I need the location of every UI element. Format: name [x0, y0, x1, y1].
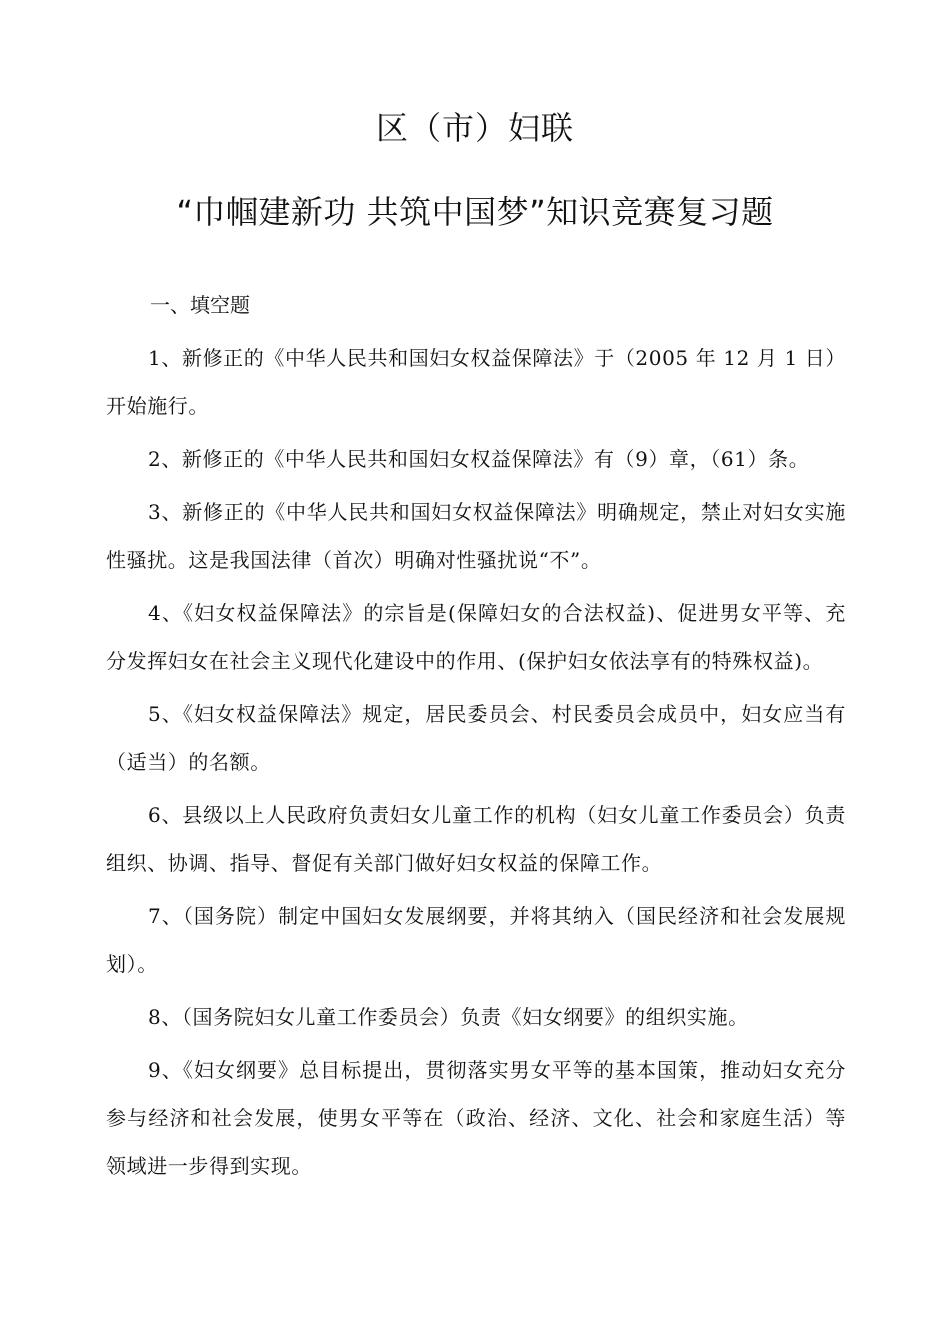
question-8: 8、（国务院妇女儿童工作委员会）负责《妇女纲要》的组织实施。: [148, 1005, 749, 1029]
document-title: 区（市）妇联: [375, 109, 574, 147]
question-7: 7、（国务院）制定中国妇女发展纲要，并将其纳入（国民经济和社会发展规划）。: [106, 904, 846, 976]
document-body: [106, 286, 846, 1195]
section-heading: 一、填空题: [150, 293, 250, 317]
question-5: 5、《妇女权益保障法》规定，居民委员会、村民委员会成员中，妇女应当有（适当）的名额。: [106, 702, 846, 774]
document-subtitle: “巾帼建新功 共筑中国梦”知识竞赛复习题: [176, 193, 774, 231]
question-6: 6、县级以上人民政府负责妇女儿童工作的机构（妇女儿童工作委员会）负责组织、协调、指导、督促有关部门做好妇女权益的保障工作。: [106, 803, 846, 875]
question-9: 9、《妇女纲要》总目标提出，贯彻落实男女平等的基本国策，推动妇女充分参与经济和社会发展，使男女平等在（政治、经济、文化、社会和家庭生活）等领域进一步得到实现。: [106, 1058, 846, 1178]
question-4: 4、《妇女权益保障法》的宗旨是(保障妇女的合法权益)、促进男女平等、充分发挥妇女在社会主义现代化建设中的作用、(保护妇女依法享有的特殊权益)。: [106, 601, 846, 673]
question-2: 2、新修正的《中华人民共和国妇女权益保障法》有（9）章，（61）条。: [148, 447, 810, 471]
question-1: 1、新修正的《中华人民共和国妇女权益保障法》于（2005 年 12 月 1 日）开始施行。: [106, 346, 846, 418]
question-3: 3、新修正的《中华人民共和国妇女权益保障法》明确规定，禁止对妇女实施性骚扰。这是我国法律（首次）明确对性骚扰说“不”。: [106, 500, 846, 572]
